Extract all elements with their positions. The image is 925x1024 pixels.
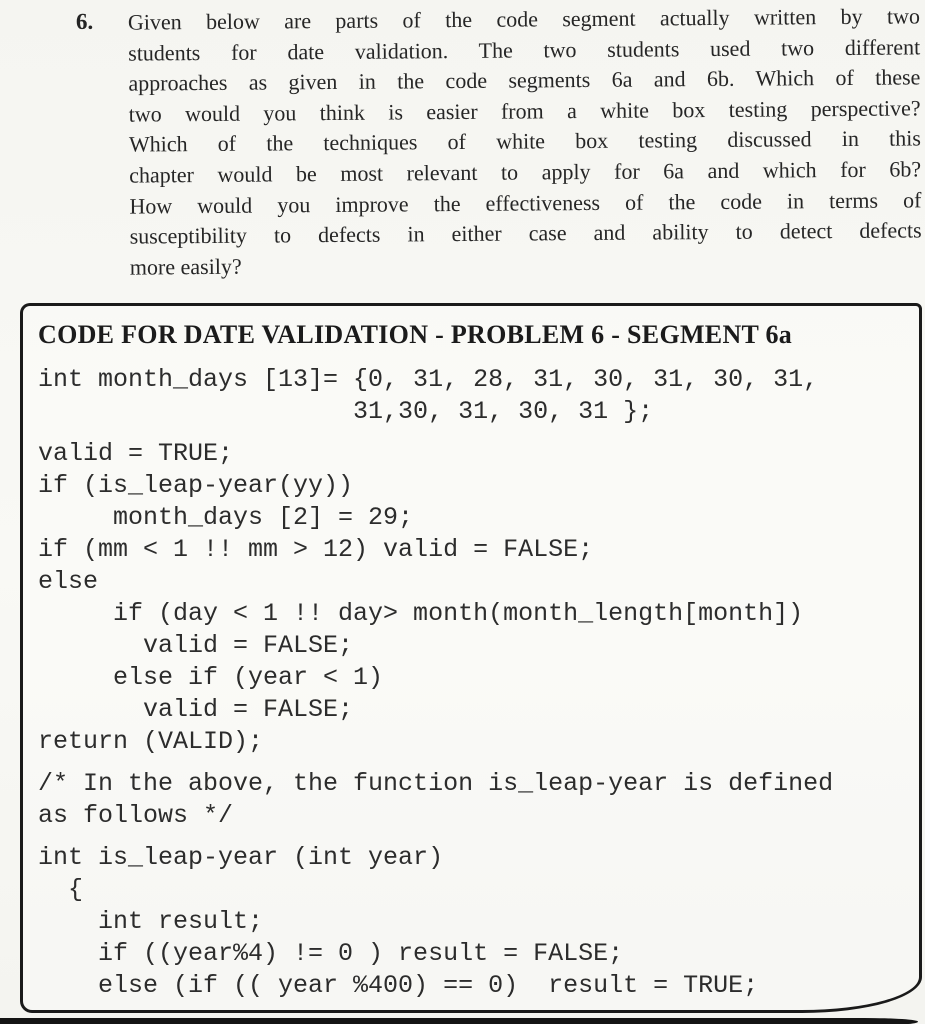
question-line: chapter would be most relevant to apply for 6a and which for 6b?	[129, 156, 922, 188]
question-number: 6.	[75, 8, 94, 35]
question-text	[128, 1, 922, 283]
code-line: else (if (( year %400) == 0) result = TRUE;	[38, 971, 759, 1000]
code-block	[38, 842, 909, 1002]
code-line: int result;	[38, 907, 264, 936]
code-line: else if (year < 1)	[38, 663, 384, 692]
code-box-title: CODE FOR DATE VALIDATION - PROBLEM 6 - SEGMENT 6a	[38, 320, 793, 349]
code-line: int month_days [13]= {0, 31, 28, 31, 30, 31, 30, 31,	[38, 365, 819, 394]
question-line: more easily?	[129, 253, 242, 280]
question-line: How would you improve the effectiveness of the code in terms of	[129, 186, 922, 219]
code-line: {	[38, 875, 84, 904]
code-line: int is_leap-year (int year)	[38, 843, 444, 872]
code-line: else	[38, 567, 99, 596]
code-line: /* In the above, the function is_leap-year is defined	[38, 769, 834, 798]
code-block	[38, 768, 909, 832]
code-line: 31,30, 31, 30, 31 };	[38, 397, 654, 426]
question-line: approaches as given in the code segments 6a and 6b. Which of these	[128, 64, 921, 96]
question-line: students for date validation. The two students used two different	[128, 33, 921, 66]
page-bottom-rule	[0, 1018, 918, 1024]
code-line: month_days [2] = 29;	[38, 503, 414, 532]
code-box	[20, 303, 922, 1013]
code-block	[38, 364, 909, 428]
code-line: if (day < 1 !! day> month(month_length[month])	[38, 599, 804, 628]
question-line: Given below are parts of the code segment actually written by two	[127, 3, 921, 35]
code-listing	[38, 364, 909, 1002]
code-block	[38, 438, 909, 758]
code-line: if (mm < 1 !! mm > 12) valid = FALSE;	[38, 535, 594, 564]
code-line: if ((year%4) != 0 ) result = FALSE;	[38, 939, 624, 968]
code-line: return (VALID);	[38, 727, 264, 756]
code-line: valid = TRUE;	[38, 439, 234, 468]
question-line: Which of the techniques of white box testing discussed in this	[128, 125, 921, 157]
question-line: susceptibility to defects in either case and ability to detect defects	[129, 217, 922, 249]
code-line: valid = FALSE;	[38, 631, 354, 660]
code-line: valid = FALSE;	[38, 695, 354, 724]
code-line: as follows */	[38, 801, 234, 830]
question-line: two would you think is easier from a white box testing perspective?	[128, 95, 921, 127]
code-line: if (is_leap-year(yy))	[38, 471, 354, 500]
question-6	[76, 1, 924, 283]
